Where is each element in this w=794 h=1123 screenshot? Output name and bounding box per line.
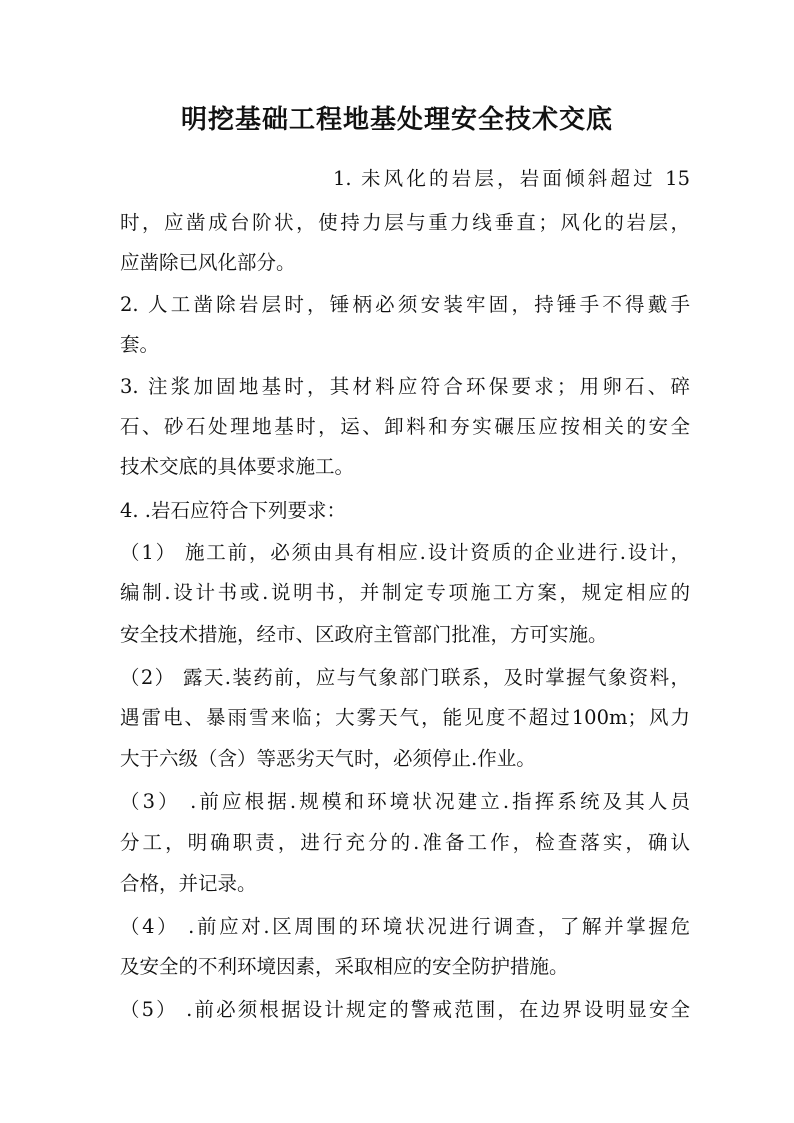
body-line-12: 安全技术措施，经市、区政府主管部门批准，方可实施。 xyxy=(120,623,608,646)
body-line-13: （2） 露天.装药前，应与气象部门联系，及时掌握气象资料， xyxy=(120,666,690,689)
body-line-21: （5） .前必须根据设计规定的警戒范围，在边界设明显安全 xyxy=(120,998,690,1021)
body-line-17: 分工，明确职责，进行充分的.准备工作，检查落实，确认 xyxy=(120,831,690,854)
body-line-2: 时，应凿成台阶状，使持力层与重力线垂直；风化的岩层， xyxy=(120,211,690,234)
body-line-3: 应凿除已风化部分。 xyxy=(120,251,296,274)
body-line-18: 合格，并记录。 xyxy=(120,872,257,895)
body-line-10: （1） 施工前，必须由具有相应.设计资质的企业进行.设计， xyxy=(120,541,690,564)
body-line-7: 石、砂石处理地基时，运、卸料和夯实碾压应按相关的安全 xyxy=(120,415,690,438)
body-line-9: 4. .岩石应符合下列要求： xyxy=(120,499,347,522)
body-line-6: 3. 注浆加固地基时，其材料应符合环保要求；用卵石、碎 xyxy=(120,375,690,398)
body-line-19: （4） .前应对.区周围的环境状况进行调查，了解并掌握危 xyxy=(120,915,690,938)
body-line-11: 编制.设计书或.说明书，并制定专项施工方案，规定相应的 xyxy=(120,581,690,604)
body-line-8: 技术交底的具体要求施工。 xyxy=(120,455,355,478)
body-line-14: 遇雷电、暴雨雪来临；大雾天气，能见度不超过100m；风力 xyxy=(120,706,690,729)
body-line-1: 1. 未风化的岩层，岩面倾斜超过 15 xyxy=(333,167,690,190)
body-line-15: 大于六级（含）等恶劣天气时，必须停止.作业。 xyxy=(120,747,536,770)
body-line-20: 及安全的不利环境因素，采取相应的安全防护措施。 xyxy=(120,955,569,978)
body-line-4: 2. 人工凿除岩层时，锤柄必须安装牢固，持锤手不得戴手 xyxy=(120,293,690,316)
body-line-5: 套。 xyxy=(120,333,160,356)
document-title: 明挖基础工程地基处理安全技术交底 xyxy=(180,105,613,135)
body-line-16: （3） .前应根据.规模和环境状况建立.指挥系统及其人员 xyxy=(120,790,690,813)
